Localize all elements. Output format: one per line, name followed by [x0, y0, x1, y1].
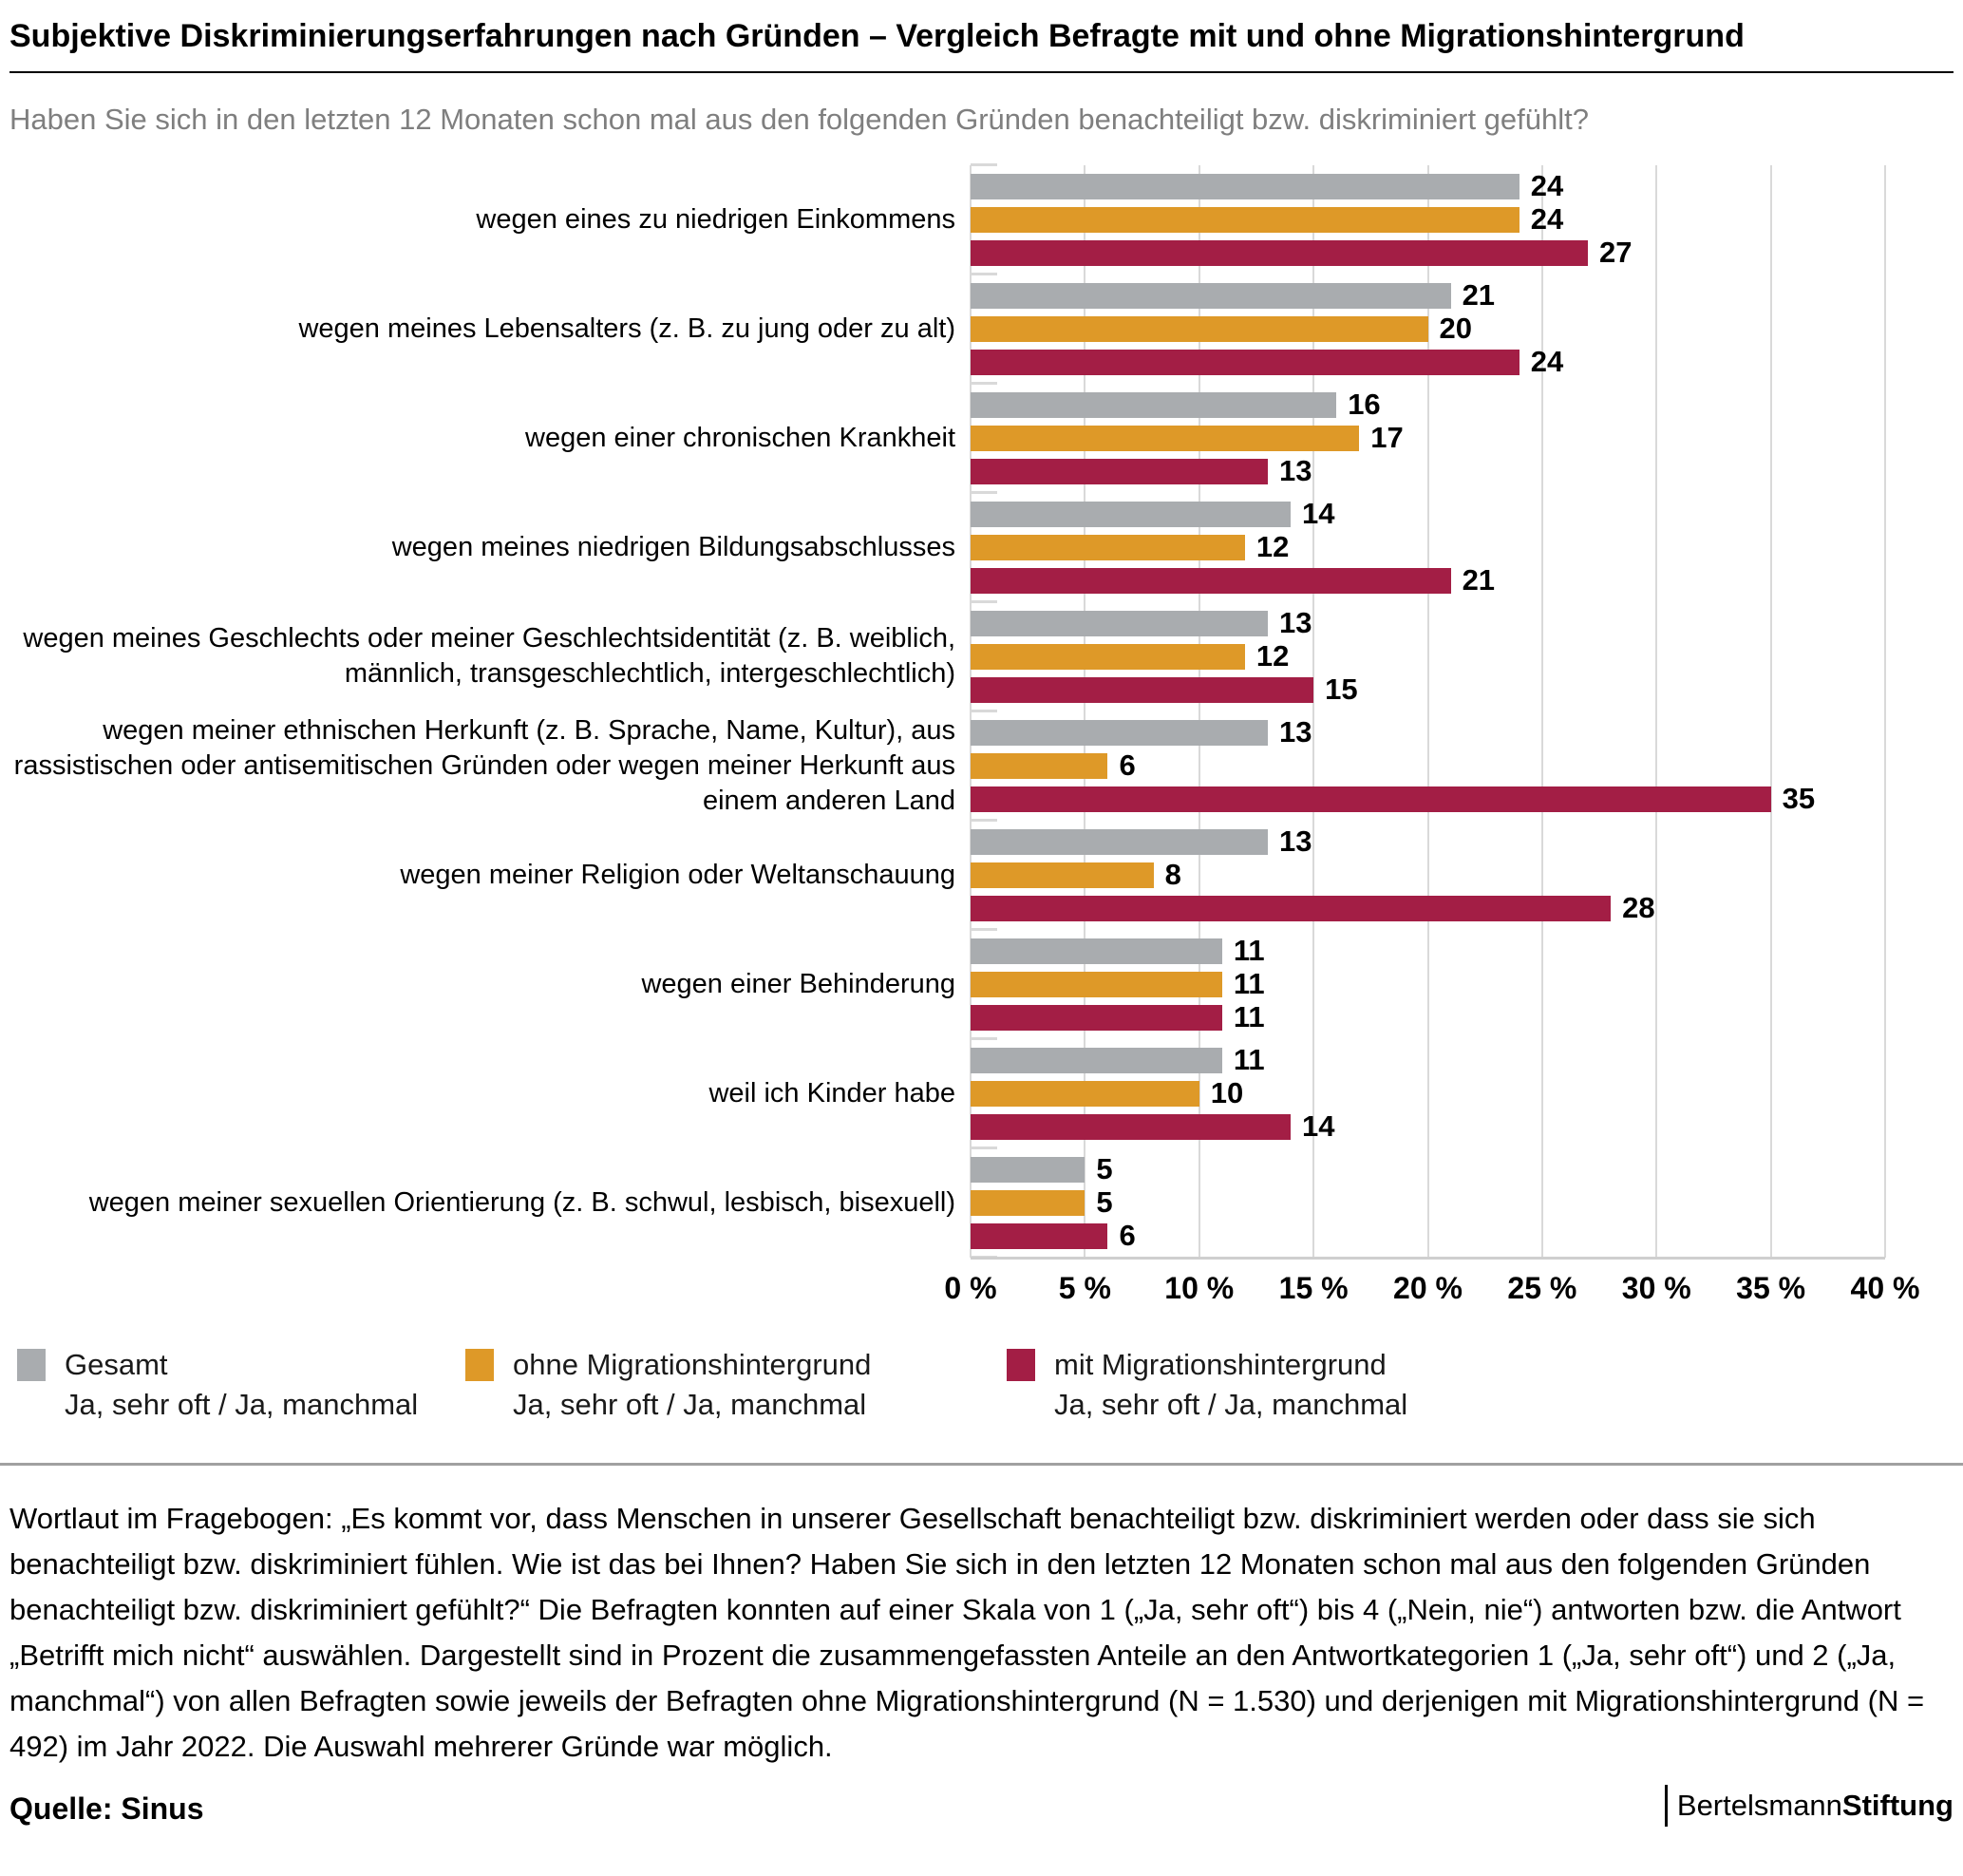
bar-line [971, 169, 1885, 203]
bar-line [971, 388, 1885, 422]
grouped-bar-chart [9, 165, 1954, 1258]
bar-value-label: 24 [1530, 169, 1564, 203]
category-label: wegen einer chronischen Krankheit [525, 422, 955, 453]
bar-groups [9, 165, 1954, 1258]
bar-gesamt [971, 502, 1291, 527]
bar-value-label: 13 [1278, 606, 1312, 640]
bar-line [971, 782, 1885, 816]
bar-group [9, 602, 1954, 711]
legend-series-sublabel: Ja, sehr oft / Ja, manchmal [513, 1387, 867, 1421]
legend-item-ohne-migrationshintergrund [465, 1345, 1007, 1425]
bar-line [971, 454, 1885, 488]
x-axis-tick-label: 15 % [1278, 1270, 1349, 1305]
plot-cell [971, 384, 1885, 493]
plot-cell [971, 821, 1885, 930]
bar-line [971, 202, 1885, 237]
bar-ohne-migrationshintergrund [971, 753, 1107, 779]
bar-value-label: 11 [1233, 934, 1265, 968]
bar-value-label: 11 [1233, 1000, 1265, 1034]
logo-text-bold: Stiftung [1841, 1788, 1954, 1822]
category-label: wegen eines zu niedrigen Einkommens [476, 203, 955, 235]
bar-group [9, 821, 1954, 930]
bar-gesamt [971, 392, 1336, 418]
page-title: Subjektive Diskriminierungserfahrungen nach Gründen – Vergleich Befragte mit und ohne Migrationshintergrund [9, 18, 1745, 54]
legend-series-name: ohne Migrationshintergrund [513, 1347, 872, 1381]
bar-value-label: 28 [1622, 891, 1655, 925]
x-axis-tick-label: 25 % [1507, 1270, 1577, 1305]
bar-mit-migrationshintergrund [971, 459, 1268, 484]
legend-series-sublabel: Ja, sehr oft / Ja, manchmal [1054, 1387, 1408, 1421]
bar-value-label: 5 [1096, 1185, 1113, 1220]
bar-line [971, 891, 1885, 925]
title-divider [9, 71, 1954, 73]
legend-series-name: Gesamt [65, 1347, 168, 1381]
bar-line [971, 421, 1885, 455]
category-label: wegen meiner Religion oder Weltanschauung [400, 859, 955, 890]
bar-line [971, 824, 1885, 859]
bar-value-label: 14 [1302, 497, 1335, 531]
bar-mit-migrationshintergrund [971, 1005, 1222, 1031]
x-axis-tick-label: 20 % [1393, 1270, 1463, 1305]
plot-cell [971, 711, 1885, 821]
bar-value-label: 8 [1164, 858, 1181, 892]
bar-line [971, 312, 1885, 346]
bar-mit-migrationshintergrund [971, 1223, 1107, 1249]
bar-line [971, 497, 1885, 531]
legend-swatch-icon [1007, 1349, 1035, 1381]
bertelsmann-stiftung-logo [1665, 1785, 1954, 1827]
bar-line [971, 639, 1885, 673]
plot-cell [971, 493, 1885, 602]
bar-mit-migrationshintergrund [971, 568, 1451, 594]
bar-line [971, 858, 1885, 892]
source-label: Quelle: Sinus [9, 1791, 204, 1826]
x-axis-tick-label: 0 % [944, 1270, 997, 1305]
bar-group [9, 711, 1954, 821]
bar-ohne-migrationshintergrund [971, 972, 1222, 997]
bar-line [971, 1000, 1885, 1034]
x-axis-tick-label: 5 % [1058, 1270, 1111, 1305]
category-label: wegen meines Lebensalters (z. B. zu jung oder zu alt) [298, 313, 955, 344]
bar-group [9, 275, 1954, 384]
category-label: wegen meiner sexuellen Orientierung (z. B. schwul, lesbisch, bisexuell) [88, 1186, 955, 1218]
legend-swatch-icon [17, 1349, 46, 1381]
legend-series-sublabel: Ja, sehr oft / Ja, manchmal [65, 1387, 419, 1421]
source-row [9, 1785, 1954, 1827]
legend-item-gesamt [17, 1345, 465, 1425]
bar-ohne-migrationshintergrund [971, 426, 1359, 451]
bar-value-label: 21 [1462, 563, 1496, 597]
bar-gesamt [971, 283, 1451, 309]
bar-gesamt [971, 174, 1519, 199]
bar-ohne-migrationshintergrund [971, 535, 1245, 560]
bar-line [971, 749, 1885, 783]
bar-line [971, 1109, 1885, 1144]
bar-ohne-migrationshintergrund [971, 1190, 1085, 1216]
bar-mit-migrationshintergrund [971, 677, 1313, 703]
bar-value-label: 11 [1233, 967, 1265, 1001]
bar-line [971, 563, 1885, 597]
bar-mit-migrationshintergrund [971, 350, 1519, 375]
x-axis-tick-label: 30 % [1621, 1270, 1691, 1305]
bar-value-label: 6 [1119, 749, 1136, 783]
bar-value-label: 27 [1599, 236, 1633, 270]
plot-cell [971, 602, 1885, 711]
bar-group [9, 384, 1954, 493]
bar-line [971, 278, 1885, 313]
legend-item-mit-migrationshintergrund [1007, 1345, 1407, 1425]
bar-value-label: 35 [1782, 782, 1816, 816]
bar-line [971, 236, 1885, 270]
bar-line [971, 715, 1885, 749]
bar-line [971, 1076, 1885, 1110]
bar-line [971, 1152, 1885, 1186]
plot-cell [971, 930, 1885, 1039]
x-axis [944, 1270, 1920, 1320]
bar-value-label: 16 [1348, 388, 1381, 422]
bar-value-label: 21 [1462, 278, 1496, 313]
bar-value-label: 12 [1255, 530, 1290, 564]
logo-text-regular: Bertelsmann [1676, 1788, 1842, 1822]
legend [9, 1345, 1954, 1425]
bar-value-label: 13 [1278, 824, 1312, 859]
bar-value-label: 5 [1096, 1152, 1113, 1186]
logo-bar-icon [1665, 1785, 1668, 1827]
plot-cell [971, 1039, 1885, 1148]
plot-cell [971, 275, 1885, 384]
bar-value-label: 13 [1278, 715, 1312, 749]
bar-line [971, 934, 1885, 968]
category-label: wegen meiner ethnischen Herkunft (z. B. Sprache, Name, Kultur), aus rassistischen oder antisemitischen Gründen oder wegen meiner Herkunft aus einem anderen Land [13, 714, 955, 816]
legend-text [1054, 1345, 1407, 1425]
bar-value-label: 13 [1278, 454, 1312, 488]
methodology-note: Wortlaut im Fragebogen: „Es kommt vor, dass Menschen in unserer Gesellschaft benachteiligt bzw. diskriminiert werden oder dass sie sich benachteiligt bzw. diskriminiert fühlen. Wie ist das bei Ihnen? Haben Sie sich in den letzten 12 Monaten schon mal aus den folgenden Gründen benachteiligt bzw. diskriminiert gefühlt?“ Die Befragten konnten auf einer Skala von 1 („Ja, sehr oft“) bis 4 („Nein, nie“) antworten bzw. die Antwort „Betrifft mich nicht“ auswählen. Dargestellt sind in Prozent die zusammengefassten Anteile an den Antwortkategorien 1 („Ja, sehr oft“) und 2 („Ja, manchmal“) von allen Befragten sowie jeweils der Befragten ohne Migrationshintergrund (N = 1.530) und derjenigen mit Migrationshintergrund (N = 492) im Jahr 2022. Die Auswahl mehrerer Gründe war möglich. [9, 1501, 1925, 1763]
bar-value-label: 15 [1325, 673, 1358, 707]
category-label: wegen meines niedrigen Bildungsabschlusses [391, 531, 955, 562]
bar-line [971, 606, 1885, 640]
legend-text [513, 1345, 871, 1425]
bar-ohne-migrationshintergrund [971, 644, 1245, 670]
bar-mit-migrationshintergrund [971, 786, 1771, 812]
bar-line [971, 967, 1885, 1001]
bar-value-label: 10 [1210, 1076, 1244, 1110]
survey-question: Haben Sie sich in den letzten 12 Monaten schon mal aus den folgenden Gründen benachteiligt bzw. diskriminiert gefühlt? [9, 102, 1589, 136]
bar-group [9, 1148, 1954, 1258]
bar-value-label: 24 [1530, 345, 1564, 379]
bar-line [971, 1043, 1885, 1077]
bar-group [9, 930, 1954, 1039]
bar-value-label: 14 [1302, 1109, 1335, 1144]
bar-line [971, 1219, 1885, 1253]
bar-line [971, 673, 1885, 707]
bar-ohne-migrationshintergrund [971, 1081, 1199, 1107]
bar-line [971, 1185, 1885, 1220]
bar-value-label: 17 [1370, 421, 1404, 455]
bar-value-label: 24 [1530, 202, 1564, 237]
bar-group [9, 493, 1954, 602]
bar-line [971, 530, 1885, 564]
x-axis-tick-label: 10 % [1164, 1270, 1235, 1305]
bar-value-label: 20 [1439, 312, 1472, 346]
footer-divider [0, 1463, 1963, 1466]
category-label: wegen einer Behinderung [641, 968, 955, 999]
legend-text [65, 1345, 418, 1425]
category-label: wegen meines Geschlechts oder meiner Geschlechtsidentität (z. B. weiblich, männlich, transgeschlechtlich, intergeschlechtlich) [23, 623, 955, 690]
bar-value-label: 6 [1119, 1219, 1136, 1253]
x-axis-tick-label: 40 % [1850, 1270, 1920, 1305]
bar-value-label: 11 [1233, 1043, 1265, 1077]
bar-ohne-migrationshintergrund [971, 862, 1154, 888]
bar-gesamt [971, 720, 1268, 746]
category-label: weil ich Kinder habe [708, 1077, 955, 1109]
legend-series-name: mit Migrationshintergrund [1054, 1347, 1387, 1381]
bar-group [9, 165, 1954, 275]
bar-gesamt [971, 938, 1222, 964]
bar-gesamt [971, 829, 1268, 855]
bar-ohne-migrationshintergrund [971, 207, 1519, 233]
bar-mit-migrationshintergrund [971, 240, 1588, 266]
x-axis-tick-label: 35 % [1736, 1270, 1806, 1305]
bar-gesamt [971, 1157, 1085, 1183]
bar-ohne-migrationshintergrund [971, 316, 1428, 342]
plot-cell [971, 165, 1885, 275]
bar-group [9, 1039, 1954, 1148]
bar-gesamt [971, 1048, 1222, 1073]
legend-swatch-icon [465, 1349, 494, 1381]
bar-line [971, 345, 1885, 379]
bar-mit-migrationshintergrund [971, 896, 1611, 921]
bar-mit-migrationshintergrund [971, 1114, 1291, 1140]
bar-value-label: 12 [1255, 639, 1290, 673]
bar-gesamt [971, 611, 1268, 636]
plot-cell [971, 1148, 1885, 1258]
